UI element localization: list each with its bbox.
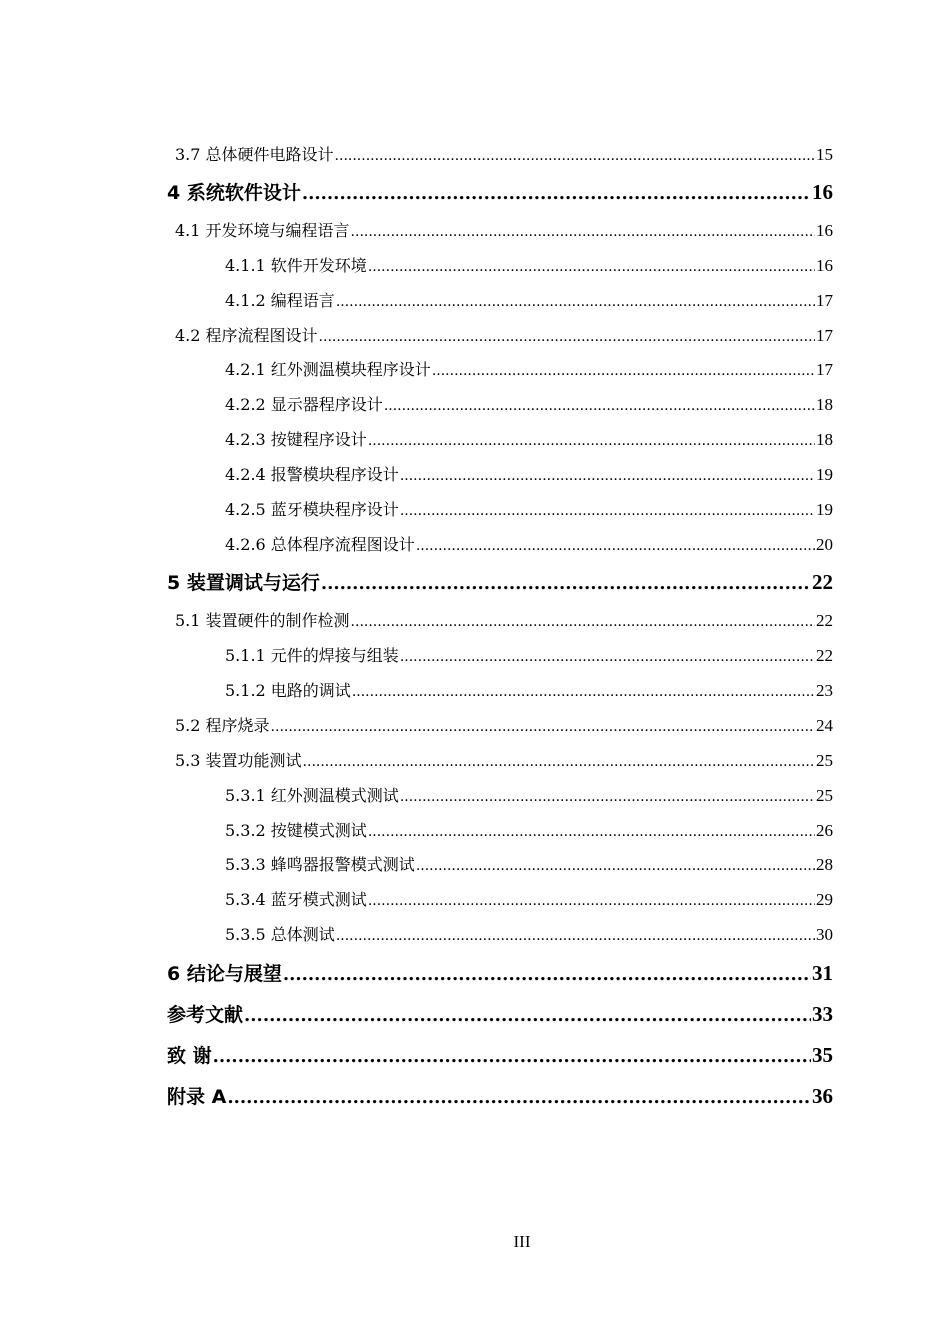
toc-entry-4-2-2[interactable] bbox=[225, 396, 833, 413]
dot-leader bbox=[321, 575, 811, 593]
toc-entry-3-7[interactable] bbox=[175, 146, 833, 163]
toc-entry-page: 15 bbox=[816, 145, 833, 164]
dot-leader bbox=[271, 720, 815, 734]
dot-leader bbox=[336, 295, 815, 309]
toc-entry-title: 5.3.3 蜂鸣器报警模式测试 bbox=[225, 855, 415, 874]
toc-entry-6[interactable] bbox=[167, 963, 833, 984]
toc-entry-5-3-2[interactable] bbox=[225, 822, 833, 839]
dot-leader bbox=[416, 859, 815, 873]
dot-leader bbox=[302, 185, 811, 203]
toc-entry-page: 16 bbox=[812, 180, 833, 204]
dot-leader bbox=[336, 929, 815, 943]
toc-entry-title: 5.1.1 元件的焊接与组装 bbox=[225, 646, 399, 665]
toc-entry-page: 26 bbox=[816, 821, 833, 840]
dot-leader bbox=[384, 399, 815, 413]
toc-entry-title: 5.3.4 蓝牙模式测试 bbox=[225, 890, 367, 909]
toc-entry-4-1-1[interactable] bbox=[225, 257, 833, 274]
toc-entry-4-2[interactable] bbox=[175, 327, 833, 344]
toc-entry-title: 5.3.2 按键模式测试 bbox=[225, 821, 367, 840]
dot-leader bbox=[432, 364, 815, 378]
dot-leader bbox=[351, 615, 815, 629]
toc-entry-page: 17 bbox=[816, 326, 833, 345]
toc-entry-page: 29 bbox=[816, 890, 833, 909]
toc-entry-title: 4.1.2 编程语言 bbox=[225, 291, 335, 310]
toc-entry-5-1-1[interactable] bbox=[225, 647, 833, 664]
toc-entry-5-3-5[interactable] bbox=[225, 926, 833, 943]
toc-entry-title: 4.1.1 软件开发环境 bbox=[225, 256, 367, 275]
toc-entry-title: 致 谢 bbox=[167, 1045, 212, 1067]
toc-entry-page: 22 bbox=[816, 646, 833, 665]
dot-leader bbox=[400, 790, 815, 804]
dot-leader bbox=[400, 504, 815, 518]
dot-leader bbox=[400, 469, 815, 483]
toc-entry-page: 22 bbox=[812, 570, 833, 594]
toc-entry-page: 19 bbox=[816, 465, 833, 484]
toc-entry-4-2-4[interactable] bbox=[225, 466, 833, 483]
toc-entry-title: 4.2 程序流程图设计 bbox=[175, 326, 318, 345]
toc-entry-page: 17 bbox=[816, 360, 833, 379]
toc-entry-4-2-3[interactable] bbox=[225, 431, 833, 448]
toc-entry-5-1[interactable] bbox=[175, 612, 833, 629]
toc-entry-title: 4.2.2 显示器程序设计 bbox=[225, 395, 383, 414]
toc-entry-5-3-4[interactable] bbox=[225, 891, 833, 908]
toc-entry-title: 4.2.1 红外测温模块程序设计 bbox=[225, 360, 431, 379]
dot-leader bbox=[213, 1048, 811, 1066]
toc-entry-page: 31 bbox=[812, 961, 833, 985]
dot-leader bbox=[351, 225, 815, 239]
toc-entry-page: 22 bbox=[816, 611, 833, 630]
toc-entry-title: 5 装置调试与运行 bbox=[167, 572, 320, 594]
toc-entry-page: 23 bbox=[816, 681, 833, 700]
toc-entry-title: 5.3.5 总体测试 bbox=[225, 925, 335, 944]
toc-entry-page: 16 bbox=[816, 256, 833, 275]
toc-entry-title: 4.1 开发环境与编程语言 bbox=[175, 221, 350, 240]
dot-leader bbox=[368, 434, 815, 448]
toc-entry-page: 16 bbox=[816, 221, 833, 240]
toc-entry-title: 参考文献 bbox=[167, 1004, 244, 1026]
toc-entry-4-1[interactable] bbox=[175, 222, 833, 239]
toc-entry-title: 4 系统软件设计 bbox=[167, 182, 301, 204]
dot-leader bbox=[227, 1089, 811, 1107]
toc-entry-page: 33 bbox=[812, 1002, 833, 1026]
toc-entry-page: 20 bbox=[816, 535, 833, 554]
toc-entry-title: 3.7 总体硬件电路设计 bbox=[175, 145, 334, 164]
dot-leader bbox=[303, 755, 815, 769]
toc-entry-page: 18 bbox=[816, 430, 833, 449]
toc-entry-page: 36 bbox=[812, 1084, 833, 1108]
dot-leader bbox=[416, 539, 815, 553]
dot-leader bbox=[368, 260, 815, 274]
toc-entry-appendix-a[interactable] bbox=[167, 1086, 833, 1107]
toc-entry-4-2-1[interactable] bbox=[225, 361, 833, 378]
toc-entry-title: 5.1 装置硬件的制作检测 bbox=[175, 611, 350, 630]
dot-leader bbox=[352, 685, 815, 699]
toc-entry-title: 4.2.3 按键程序设计 bbox=[225, 430, 367, 449]
page-number-footer: III bbox=[513, 1232, 531, 1251]
toc-entry-title: 5.1.2 电路的调试 bbox=[225, 681, 351, 700]
toc-entry-title: 5.3 装置功能测试 bbox=[175, 751, 302, 770]
toc-entry-title: 5.2 程序烧录 bbox=[175, 716, 270, 735]
toc-entry-5-3-1[interactable] bbox=[225, 787, 833, 804]
toc-entry-title: 4.2.5 蓝牙模块程序设计 bbox=[225, 500, 399, 519]
toc-entry-page: 28 bbox=[816, 855, 833, 874]
toc-entry-5[interactable] bbox=[167, 572, 833, 593]
toc-entry-title: 附录 A bbox=[167, 1086, 227, 1108]
toc-entry-4[interactable] bbox=[167, 182, 833, 203]
toc-entry-page: 35 bbox=[812, 1043, 833, 1067]
dot-leader bbox=[283, 966, 811, 984]
toc-entry-5-3-3[interactable] bbox=[225, 856, 833, 873]
toc-entry-title: 4.2.4 报警模块程序设计 bbox=[225, 465, 399, 484]
toc-entry-title: 6 结论与展望 bbox=[167, 963, 282, 985]
toc-entry-page: 25 bbox=[816, 786, 833, 805]
toc-entry-4-1-2[interactable] bbox=[225, 292, 833, 309]
toc-entry-references[interactable] bbox=[167, 1004, 833, 1025]
toc-entry-5-2[interactable] bbox=[175, 717, 833, 734]
toc-entry-page: 24 bbox=[816, 716, 833, 735]
dot-leader bbox=[368, 825, 815, 839]
toc-entry-4-2-5[interactable] bbox=[225, 501, 833, 518]
toc-entry-5-1-2[interactable] bbox=[225, 682, 833, 699]
toc-entry-page: 17 bbox=[816, 291, 833, 310]
toc-entry-page: 19 bbox=[816, 500, 833, 519]
dot-leader bbox=[400, 650, 815, 664]
toc-entry-page: 18 bbox=[816, 395, 833, 414]
toc-entry-page: 30 bbox=[816, 925, 833, 944]
toc-entry-title: 5.3.1 红外测温模式测试 bbox=[225, 786, 399, 805]
toc-entry-5-3[interactable] bbox=[175, 752, 833, 769]
toc-entry-page: 25 bbox=[816, 751, 833, 770]
toc-entry-4-2-6[interactable] bbox=[225, 536, 833, 553]
dot-leader bbox=[319, 330, 815, 344]
toc-entry-title: 4.2.6 总体程序流程图设计 bbox=[225, 535, 415, 554]
dot-leader bbox=[244, 1007, 811, 1025]
toc-entry-acknowledgements[interactable] bbox=[167, 1045, 833, 1066]
dot-leader bbox=[368, 894, 815, 908]
dot-leader bbox=[335, 149, 815, 163]
